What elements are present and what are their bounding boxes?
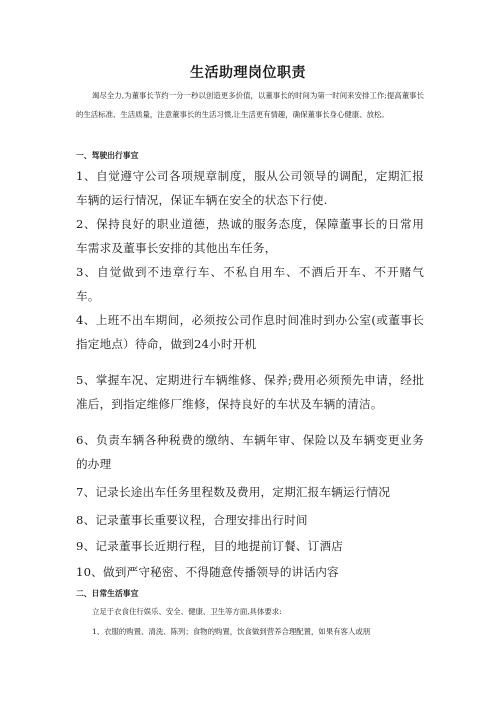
section-heading-daily-life: 二、日常生活事宜 <box>76 589 139 598</box>
duty-item-5: 5、掌握车况、定期进行车辆维修、保养;费用必须预先申请，经批准后，到指定维修厂维修，保持良好的车状及车辆的清洁。 <box>76 373 424 411</box>
section2-item-1-partial: 1、衣服的购置、清洗、陈列；食物的购置，饮食做到营养合理配置，如果有客人或朋 <box>92 627 371 636</box>
document-title: 生活助理岗位职责 <box>190 65 306 81</box>
duty-item-9: 9、记录董事长近期行程，目的地提前订餐、订酒店 <box>76 539 344 553</box>
duty-item-10: 10、做到严守秘密、不得随意传播领导的讲话内容 <box>76 565 339 579</box>
duty-item-2: 2、保持良好的职业道德，热诚的服务态度，保障董事长的日常用车需求及董事长安排的其他出车任务， <box>76 217 424 255</box>
document-intro: 竭尽全力,为董事长节约一分一秒以创造更多价值，以董事长的时间为第一时间来安排工作;提高董事长的生活标准、生活质量，注意董事长的生活习惯,让生活更有情趣，确保董事长身心健康、放松。 <box>76 91 424 119</box>
duty-item-7: 7、记录长途出车任务里程数及费用，定期汇报车辆运行情况 <box>76 485 391 499</box>
duty-item-1: 1、自觉遵守公司各项规章制度，服从公司领导的调配，定期汇报车辆的运行情况，保证车辆在安全的状态下行使. <box>76 169 424 207</box>
duty-item-6: 6、负责车辆各种税费的缴纳、车辆年审、保险以及车辆变更业务的办理 <box>76 433 424 471</box>
duty-item-4: 4、上班不出车期间，必须按公司作息时间准时到办公室(或董事长指定地点）待命，做到24小时开机 <box>76 313 424 351</box>
duty-item-3: 3、自觉做到不违章行车、不私自用车、不酒后开车、不开赌气车。 <box>76 265 424 303</box>
section2-intro: 立足于衣食住行娱乐、安全、健康、卫生等方面,具体要求: <box>92 607 282 616</box>
duty-item-8: 8、记录董事长重要议程，合理安排出行时间 <box>76 513 308 527</box>
section-heading-driving: 一、驾驶出行事宜 <box>76 151 139 160</box>
